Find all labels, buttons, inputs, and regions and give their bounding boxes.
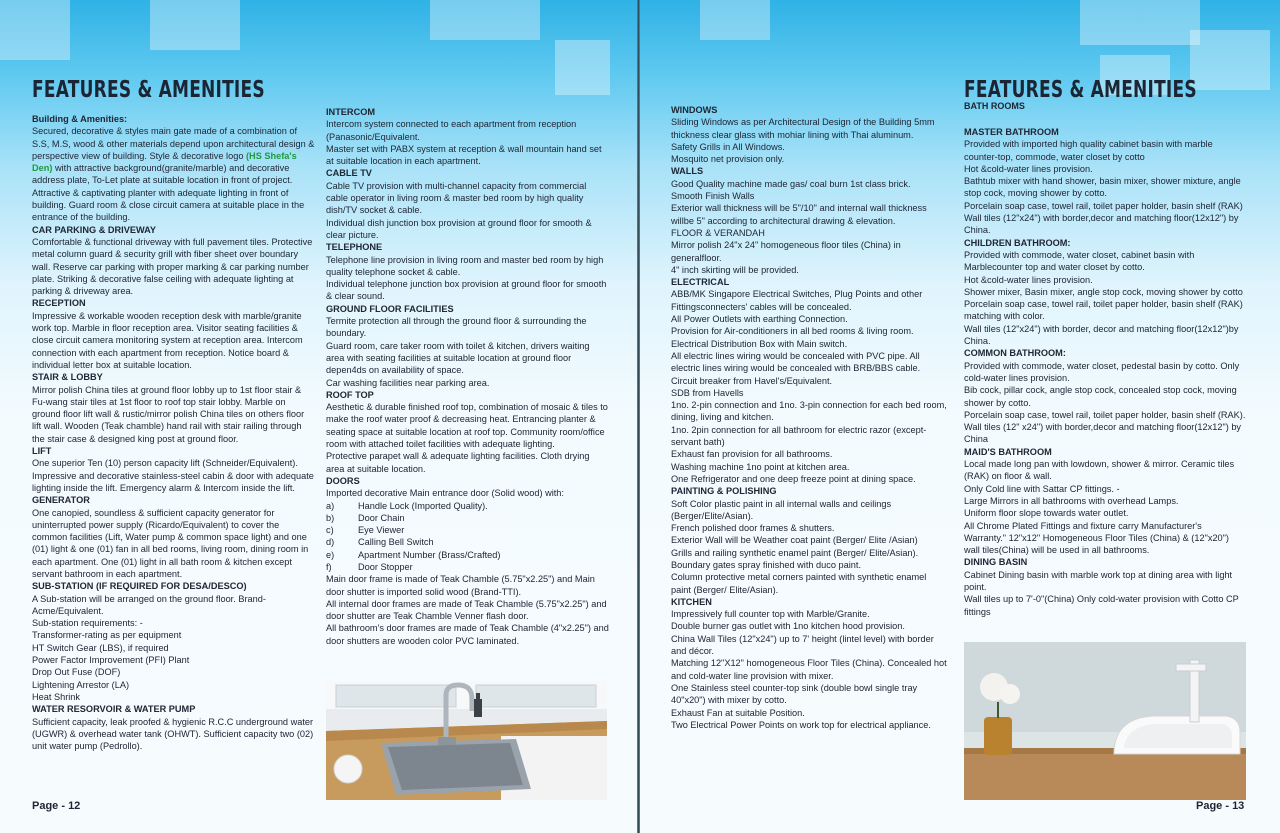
paragraph: Heat Shrink — [32, 691, 81, 702]
paragraph: ABB/MK Singapore Electrical Switches, Plug Points and other Fittingsconnecters' cables will be concealed. — [671, 289, 923, 312]
paragraph: Aesthetic & durable finished roof top, combination of mosaic & tiles to make the roof water proof & decreasing heat. Entrancing planter & seating space at suitable location at roof top. Community room/office room with attached toilet facilities with adequate lighting. — [326, 402, 608, 450]
deco-square — [700, 0, 770, 40]
section-heading: SUB-STATION (IF REQUIRED FOR DESA/DESCO) — [32, 581, 247, 592]
section-heading: WALLS — [671, 166, 704, 177]
list-item-text: Eye Viewer — [358, 525, 405, 536]
door-fitting-item — [326, 500, 610, 512]
paragraph: Provided with commode, water closet, pedestal basin by cotto. Only cold-water lines provision. — [964, 360, 1240, 383]
paragraph: Individual dish junction box provision at ground floor for smooth & clear picture. — [326, 217, 592, 240]
text-column-1 — [32, 113, 315, 752]
section-heading: DINING BASIN — [964, 557, 1028, 568]
paragraph: Double burner gas outlet with 1no kitchen hood provision. — [671, 621, 905, 632]
section-heading: WATER RESORVOIR & WATER PUMP — [32, 704, 196, 715]
bathroom-basin-photo — [964, 642, 1246, 800]
text-column-4 — [964, 126, 1246, 618]
paragraph: Protective parapet wall & adequate lighting facilities. Cloth drying area at suitable location. — [326, 451, 590, 474]
deco-square — [150, 0, 240, 50]
door-fitting-item — [326, 512, 610, 524]
paragraph: Secured, decorative & styles main gate made of a combination of S.S, M.S, wood & other materials depend upon architectural design & perspective view of building. Style & decorative logo — [32, 126, 315, 161]
paragraph: Shower mixer, Basin mixer, angle stop cock, moving shower by cotto Porcelain soap case, towel rail, toilet paper holder, basin shelf (RAK) matching with color. — [964, 286, 1243, 322]
paragraph: French polished door frames & shutters. — [671, 523, 835, 534]
paragraph: One Refrigerator and one deep freeze point at dining space. — [671, 473, 916, 484]
section-heading: MASTER BATHROOM — [964, 127, 1059, 137]
paragraph: Two Electrical Power Points on work top for electrical appliance. — [671, 719, 931, 730]
paragraph: Only Cold line with Sattar CP fittings. - — [964, 483, 1120, 494]
paragraph: China Wall Tiles (12"x24") up to 7' height (lintel level) with border and décor. — [671, 633, 934, 657]
paragraph: Individual telephone junction box provision at ground floor for smooth & clear sound. — [326, 279, 607, 302]
paragraph: Main door frame is made of Teak Chamble (5.75"x2.25") and Main door shutter is imported solid wood (Brand-TTI). — [326, 574, 595, 597]
paragraph: Provided with imported high quality cabinet basin with marble counter-top, commode, water closet by cotto — [964, 139, 1213, 162]
door-fitting-item — [326, 561, 610, 573]
section-heading: ROOF TOP — [326, 389, 374, 400]
page-number-left: Page - 12 — [32, 800, 81, 812]
paragraph: Sub-station requirements: - — [32, 618, 143, 629]
paragraph: All bathroom's door frames are made of Teak Chamble (4"x2.25") and door shutters are wooden color PVC laminated. — [326, 623, 609, 646]
section-heading: CABLE TV — [326, 168, 372, 179]
paragraph: Wall tiles (12"x24") with border, decor and matching floor(12x12")by China. — [964, 323, 1239, 347]
paragraph: Smooth Finish Walls — [671, 191, 755, 202]
paragraph: Intercom system connected to each apartment from reception (Panasonic/Equivalent. — [326, 119, 577, 142]
paragraph: Mirror polish 24"x 24" homogeneous floor tiles (China) in generalfloor. — [671, 240, 901, 263]
paragraph: Safety Grills in All Windows. — [671, 141, 785, 152]
paragraph: Exterior wall thickness will be 5"/10" and internal wall thickness willbe 5" according to architectural drawing & elevation. — [671, 203, 927, 226]
paragraph: Mosquito net provision only. — [671, 154, 785, 165]
door-fitting-item — [326, 549, 610, 561]
paragraph: Bib cock, pillar cock, angle stop cock, concealed stop cock, moving shower by cotto. — [964, 385, 1237, 408]
list-item-text: Door Stopper — [358, 561, 413, 572]
paragraph: Circuit breaker from Havel's/Equivalent. — [671, 375, 833, 386]
paragraph: Local made long pan with lowdown, shower & mirror. Ceramic tiles (RAK) on floor & wall. — [964, 459, 1235, 482]
door-fitting-item — [326, 536, 610, 548]
paragraph: One superior Ten (10) person capacity lift (Schneider/Equivalent). Impressive and decorative stainless-steel cabin & door with adequate lighting inside the lift. Emergency alarm & Intercom inside the lift. — [32, 458, 314, 493]
section-heading: ELECTRICAL — [671, 277, 730, 288]
paragraph: 1no. 2pin connection for all bathroom for electric razor (except-servant bath) — [671, 424, 927, 448]
paragraph: Cabinet Dining basin with marble work top at dining area with light point. — [964, 569, 1233, 592]
section-heading: GENERATOR — [32, 495, 90, 506]
paragraph: One Stainless steel counter-top sink (double bowl single tray 40"x20") with mixer by cotto. — [671, 682, 918, 706]
paragraph: Wall tiles up to 7'-0"(China) Only cold-water provision with Cotto CP fittings — [964, 594, 1239, 617]
paragraph: Electrical Distribution Box with Main switch. — [671, 338, 848, 349]
list-marker: d) — [326, 537, 335, 548]
paragraph: Exhaust Fan at suitable Position. — [671, 707, 805, 718]
section-heading: KITCHEN — [671, 596, 712, 607]
section-heading: CHILDREN BATHROOM: — [964, 237, 1071, 248]
paragraph: Boundary gates spray finished with duco paint. — [671, 559, 861, 570]
section-heading: CAR PARKING & DRIVEWAY — [32, 224, 157, 235]
paragraph: Soft Color plastic paint in all internal walls and ceilings (Berger/Elite/Asian). — [671, 498, 892, 521]
section-heading: INTERCOM — [326, 107, 375, 117]
door-fitting-item — [326, 524, 610, 536]
list-item-text: Handle Lock (Imported Quality). — [358, 500, 488, 511]
page-title-left: FEATURES & AMENITIES — [32, 77, 265, 103]
paragraph: Imported decorative Main entrance door (Solid wood) with: — [326, 488, 564, 499]
list-item-text: Apartment Number (Brass/Crafted) — [358, 549, 501, 560]
paragraph: Exterior Wall will be Weather coat paint (Berger/ Elite /Asian) — [671, 535, 918, 546]
paragraph: Sufficient capacity, leak proofed & hygienic R.C.C underground water (UGWR) & overhead water tank (OHWT). Sufficient capacity two (02) unit water pump (Pedrollo). — [32, 716, 314, 752]
paragraph: Porcelain soap case, towel rail, toilet paper holder, basin shelf (RAK). Wall tiles (12" x24") with border,decor and matching floor(12x12") by China — [964, 409, 1246, 445]
paragraph: Washing machine 1no point at kitchen area. — [671, 461, 850, 472]
text-column-2 — [326, 106, 610, 647]
list-item-text: Calling Bell Switch — [358, 537, 434, 548]
paragraph: A Sub-station will be arranged on the ground floor. Brand-Acme/Equivalent. — [32, 593, 266, 616]
paragraph: Cable TV provision with multi-channel capacity from commercial cable operator in living room & master bed room by high quality dish/TV socket & cable. — [326, 180, 587, 216]
paragraph: Comfortable & functional driveway with full pavement tiles. Protective metal column guard & security grill with fiber sheet over boundary wall. Reserve car parking with proper marking & car parking number plate. Striking & decorative false ceiling with adequate lighting at parking & driveway area. — [32, 236, 313, 297]
list-marker: c) — [326, 525, 334, 536]
paragraph: Large Mirrors in all bathrooms with overhead Lamps. — [964, 495, 1179, 506]
section-subtitle: BATH ROOMS — [964, 101, 1025, 111]
paragraph: Impressive & workable wooden reception desk with marble/granite work top. Marble in floor reception area. Visitor seating facilities & close circuit camera monitoring system at reception area. Intercom connection with each apartment from reception. Notice board & individual letter box at suitable location. — [32, 310, 303, 370]
section-heading: RECEPTION — [32, 298, 86, 309]
paragraph: All Chrome Plated Fittings and fixture carry Manufacturer's Warranty." 12"x12" Homogeneous Floor Tiles (China) & (12"x20") wall tiles(China) will be used in all bathrooms. — [964, 520, 1229, 556]
text-column-3 — [671, 104, 948, 731]
paragraph: Guard room, care taker room with toilet & kitchen, drivers waiting area with seating facilities at suitable location at ground floor depen4ds on availability of space. — [326, 340, 590, 376]
section-heading: COMMON BATHROOM: — [964, 348, 1066, 359]
paragraph: Lightening Arrestor (LA) — [32, 679, 130, 690]
paragraph: HT Switch Gear (LBS), if required — [32, 642, 169, 653]
list-marker: e) — [326, 549, 335, 560]
list-marker: a) — [326, 500, 335, 511]
paragraph: Provided with commode, water closet, cabinet basin with Marblecounter top and water closet by cotto. — [964, 249, 1195, 273]
deco-square — [430, 0, 540, 40]
deco-square — [555, 40, 610, 95]
paragraph: All internal door frames are made of Teak Chamble (5.75"x2.25") and door shutter are Teak Chamble Venner flash door. — [326, 598, 607, 622]
section-heading: LIFT — [32, 446, 52, 457]
paragraph: 1no. 2-pin connection and 1no. 3-pin connection for each bed room, dining, living and kitchen. — [671, 400, 947, 423]
kitchen-sink-photo — [326, 681, 607, 800]
paragraph: Car washing facilities near parking area. — [326, 377, 490, 388]
paragraph: Termite protection all through the ground floor & surrounding the boundary. — [326, 316, 587, 339]
paragraph: Hot &cold-water lines provision. — [964, 163, 1093, 174]
logo-name-highlight: (HS Shefa's Den) — [32, 150, 297, 174]
paragraph: FLOOR & VERANDAH — [671, 227, 765, 238]
paragraph: Master set with PABX system at reception & wall mountain hand set at suitable location in each apartment. — [326, 143, 602, 167]
list-marker: f) — [326, 561, 332, 572]
paragraph: All electric lines wiring would be concealed with PVC pipe. All electric lines wiring would be concealed with BRB/BBS cable. — [671, 350, 921, 374]
list-marker: b) — [326, 512, 335, 523]
section-heading: DOORS — [326, 475, 360, 486]
paragraph: with attractive background(granite/marble) and decorative address plate, To-Let plate at suitable location in front of project. Attractive & captivating planter with adequate lighting in front of building. Guard room & close circuit camera at suitable place in the entrance of the building. — [32, 163, 305, 223]
paragraph: Uniform floor slope towards water outlet. — [964, 508, 1129, 519]
paragraph: Provision for Air-conditioners in all bed rooms & living room. — [671, 326, 914, 337]
list-item-text: Door Chain — [358, 512, 405, 523]
section-heading: Building & Amenities: — [32, 114, 128, 124]
paragraph: Telephone line provision in living room and master bed room by high quality telephone socket & cable. — [326, 254, 604, 277]
page-spine — [637, 0, 640, 833]
paragraph: Porcelain soap case, towel rail, toilet paper holder, basin shelf (RAK) Wall tiles (12"x24") with border,decor and matching floor(12x12") by China. — [964, 200, 1243, 236]
page-number-right: Page - 13 — [1196, 800, 1245, 812]
deco-square — [1080, 0, 1200, 45]
page-title-right: FEATURES & AMENITIES — [964, 77, 1197, 103]
paragraph: Good Quality machine made gas/ coal burn 1st class brick. — [671, 178, 911, 189]
paragraph: Grills and railing synthetic enamel paint (Berger/ Elite/Asian). — [671, 547, 919, 558]
paragraph: Drop Out Fuse (DOF) — [32, 667, 121, 678]
paragraph: Exhaust fan provision for all bathrooms. — [671, 449, 833, 460]
section-heading: WINDOWS — [671, 105, 718, 115]
section-heading: MAID'S BATHROOM — [964, 446, 1052, 457]
deco-square — [0, 0, 70, 60]
paragraph: Power Factor Improvement (PFI) Plant — [32, 655, 190, 666]
paragraph: Bathtub mixer with hand shower, basin mixer, shower mixture, angle stop cock, moving shower by cotto. — [964, 176, 1241, 199]
section-heading: PAINTING & POLISHING — [671, 486, 777, 497]
paragraph: All Power Outlets with earthing Connection. — [671, 314, 848, 325]
paragraph: SDB from Havells — [671, 387, 744, 398]
paragraph: Hot &cold-water lines provision. — [964, 274, 1093, 285]
paragraph: Impressively full counter top with Marble/Granite. — [671, 609, 870, 620]
paragraph: Mirror polish China tiles at ground floor lobby up to 1st floor stair & Fu-wang stair tiles at 1st floor to roof top stair lobby. Marble on ground floor lift wall & rustic/mirror polish China tiles on others floor lift wall. Wooden (Teak chamble) hand rail with stair railing through the stair case & designed king post at ground floor. — [32, 384, 305, 444]
paragraph: 4" inch skirting will be provided. — [671, 264, 799, 275]
paragraph: One canopied, soundless & sufficient capacity generator for uninterrupted power supply (Ricardo/Equivalent) to cover the common facilities (Lift, Water pump & common space light) and one (01) light & one (01) fan in all bed rooms, living room, dining room in each apartment. One (01) light in all bath room & kitchen except servant bathroom in each apartment. — [32, 507, 309, 579]
paragraph: Sliding Windows as per Architectural Design of the Building 5mm thickness clear glass with mohiar lining with Thai aluminum. — [671, 117, 935, 140]
section-heading: STAIR & LOBBY — [32, 372, 103, 383]
section-heading: TELEPHONE — [326, 242, 383, 253]
paragraph: Transformer-rating as per equipment — [32, 630, 182, 641]
section-heading: GROUND FLOOR FACILITIES — [326, 303, 454, 314]
paragraph: Matching 12"X12" homogeneous Floor Tiles (China). Concealed hot and cold-water line provision with mixer. — [671, 658, 947, 681]
deco-square — [1190, 30, 1270, 90]
paragraph: Column protective metal corners painted with synthetic enamel paint (Berger/ Elite/Asian). — [671, 572, 927, 595]
